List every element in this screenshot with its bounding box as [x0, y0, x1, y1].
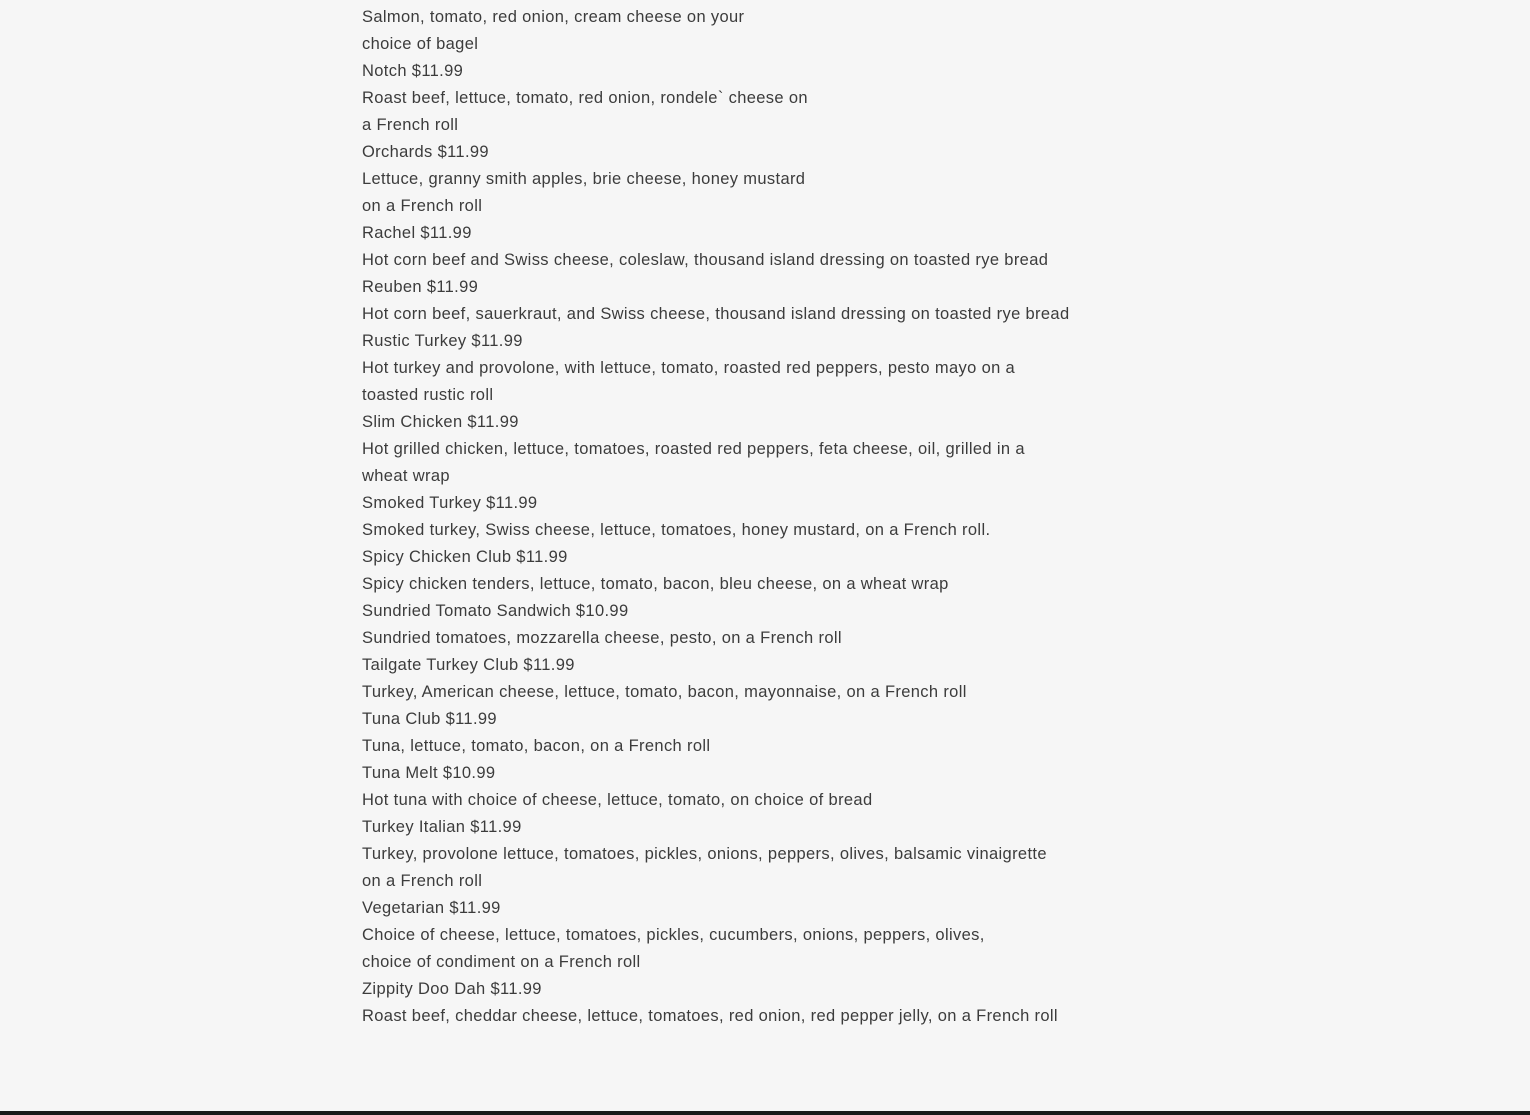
menu-line: a French roll [362, 116, 459, 134]
menu-line: Turkey, provolone lettuce, tomatoes, pickles, onions, peppers, olives, balsamic vinaigrette [362, 845, 1047, 863]
menu-item-title: Sundried Tomato Sandwich $10.99 [362, 602, 629, 620]
menu-line: Sundried tomatoes, mozzarella cheese, pesto, on a French roll [362, 629, 842, 647]
menu-item-title: Zippity Doo Dah $11.99 [362, 980, 542, 998]
menu-item-title: Turkey Italian $11.99 [362, 818, 522, 836]
menu-line: choice of condiment on a French roll [362, 953, 641, 971]
menu-item-title: Smoked Turkey $11.99 [362, 494, 538, 512]
menu-line: Smoked turkey, Swiss cheese, lettuce, tomatoes, honey mustard, on a French roll. [362, 521, 991, 539]
menu-line: Roast beef, lettuce, tomato, red onion, rondele` cheese on [362, 89, 808, 107]
menu-item-title: Reuben $11.99 [362, 278, 479, 296]
menu-item-title: Tuna Melt $10.99 [362, 764, 496, 782]
menu-line: wheat wrap [362, 467, 450, 485]
menu-line: Salmon, tomato, red onion, cream cheese on your [362, 8, 745, 26]
menu-line: Hot tuna with choice of cheese, lettuce, tomato, on choice of bread [362, 791, 873, 809]
menu-line: Hot turkey and provolone, with lettuce, tomato, roasted red peppers, pesto mayo on a [362, 359, 1016, 377]
sandwich-menu-list [362, 4, 1122, 1030]
menu-line: Hot corn beef, sauerkraut, and Swiss cheese, thousand island dressing on toasted rye bread [362, 305, 1070, 323]
menu-line: Lettuce, granny smith apples, brie cheese, honey mustard [362, 170, 806, 188]
menu-line: choice of bagel [362, 35, 479, 53]
menu-line: Choice of cheese, lettuce, tomatoes, pickles, cucumbers, onions, peppers, olives, [362, 926, 985, 944]
menu-item-title: Notch $11.99 [362, 62, 464, 80]
menu-item-title: Orchards $11.99 [362, 143, 489, 161]
menu-item-title: Tailgate Turkey Club $11.99 [362, 656, 575, 674]
menu-item-title: Tuna Club $11.99 [362, 710, 497, 728]
menu-line: Tuna, lettuce, tomato, bacon, on a French roll [362, 737, 711, 755]
menu-item-title: Vegetarian $11.99 [362, 899, 501, 917]
menu-line: Spicy chicken tenders, lettuce, tomato, bacon, bleu cheese, on a wheat wrap [362, 575, 949, 593]
menu-line: toasted rustic roll [362, 386, 494, 404]
menu-line: Hot corn beef and Swiss cheese, coleslaw, thousand island dressing on toasted rye bread [362, 251, 1049, 269]
menu-line: Turkey, American cheese, lettuce, tomato, bacon, mayonnaise, on a French roll [362, 683, 967, 701]
menu-item-title: Rachel $11.99 [362, 224, 472, 242]
bottom-border-bar [0, 1111, 1530, 1115]
menu-item-title: Slim Chicken $11.99 [362, 413, 519, 431]
menu-item-title: Rustic Turkey $11.99 [362, 332, 523, 350]
menu-line: Hot grilled chicken, lettuce, tomatoes, roasted red peppers, feta cheese, oil, grilled in a [362, 440, 1025, 458]
menu-line: on a French roll [362, 197, 483, 215]
menu-item-title: Spicy Chicken Club $11.99 [362, 548, 568, 566]
menu-line: on a French roll [362, 872, 483, 890]
menu-line: Roast beef, cheddar cheese, lettuce, tomatoes, red onion, red pepper jelly, on a French roll [362, 1007, 1058, 1025]
